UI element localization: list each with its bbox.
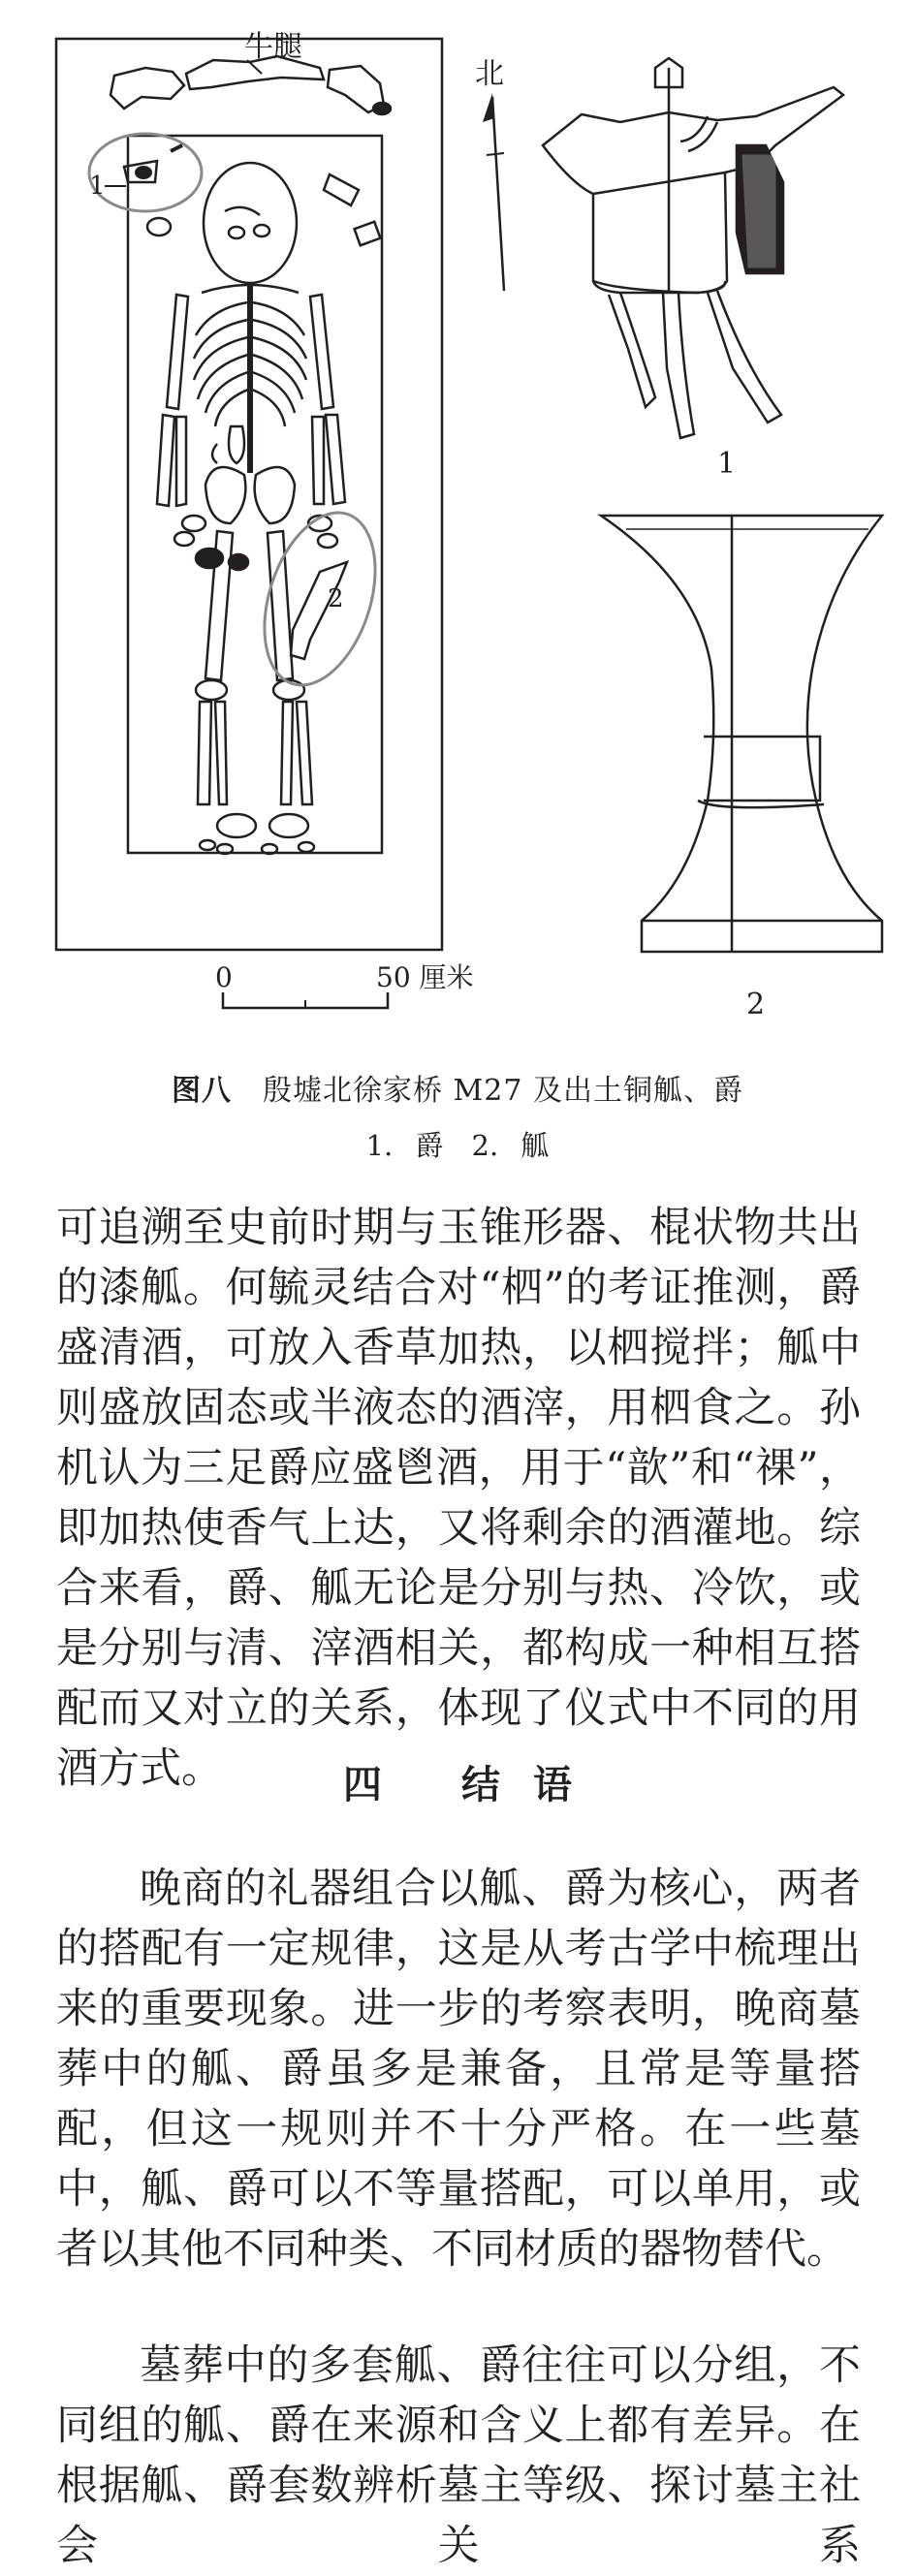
right-foot bbox=[269, 814, 308, 837]
pelvis-left bbox=[205, 467, 245, 523]
ox-leg-bones bbox=[110, 56, 391, 114]
scale-zero: 0 bbox=[215, 961, 233, 993]
right-femur bbox=[268, 531, 293, 680]
north-label: 北 bbox=[475, 57, 504, 91]
gu-drawing bbox=[601, 516, 882, 952]
section-heading: 四 结语 bbox=[343, 1763, 605, 1807]
drawing-2-label: 2 bbox=[746, 988, 766, 1021]
body-paragraph-3: 墓葬中的多套觚、爵往往可以分组，不同组的觚、爵在来源和含义上都有差异。在根据觚、爵套数辨析墓主等级、探讨墓主社会关系 bbox=[56, 2341, 861, 2570]
body-paragraph-1: 可追溯至史前时期与玉锥形器、棍状物共出的漆觚。何毓灵结合对“柶”的考证推测，爵盛清酒，可放入香草加热，以柶搅拌；觚中则盛放固态或半液态的酒滓，用柶食之。孙机认为三足爵应盛鬯酒，用于“歆”和“祼”，即加热使香气上达，又将剩余的酒灌地。综合来看，爵、觚无论是分别与热、冷饮，或是分别与清、滓酒相关，都构成一种相互搭配而又对立的关系，体现了仪式中不同的用酒方式。 bbox=[56, 1204, 861, 1793]
ox-leg-label: 牛腿 bbox=[244, 30, 302, 64]
figure-8 bbox=[0, 0, 915, 1162]
tomb-item-1-jue bbox=[89, 134, 202, 211]
north-arrow bbox=[475, 57, 504, 291]
scale-bar bbox=[215, 961, 474, 1008]
scale-fifty-cm: 50 厘米 bbox=[376, 961, 474, 993]
left-humerus bbox=[167, 295, 188, 409]
figure-legend: 1. 爵 2. 觚 bbox=[365, 1129, 550, 1162]
figure-number: 图八 bbox=[172, 1074, 233, 1108]
item-2-marker: 2 bbox=[328, 584, 344, 613]
skull bbox=[204, 163, 297, 283]
figure-title: 殷墟北徐家桥 M27 及出土铜觚、爵 bbox=[263, 1074, 743, 1108]
tomb-outer-outline bbox=[56, 39, 442, 950]
jue-drawing bbox=[543, 58, 843, 438]
tomb-plan bbox=[56, 39, 442, 950]
tomb-item-2-gu bbox=[244, 498, 395, 699]
figure-caption bbox=[0, 1066, 915, 1109]
item-1-marker: 1 bbox=[89, 172, 106, 201]
pelvis-right bbox=[255, 467, 295, 523]
body-paragraph-2: 晚商的礼器组合以觚、爵为核心，两者的搭配有一定规律，这是从考古学中梳理出来的重要现象。进一步的考察表明，晚商墓葬中的觚、爵虽多是兼备，且常是等量搭配，但这一规则并不十分严格。在一些墓中，觚、爵可以不等量搭配，可以单用，或者以其他不同种类、不同材质的器物替代。 bbox=[56, 1865, 861, 2274]
skeleton bbox=[147, 163, 380, 854]
left-foot bbox=[217, 814, 256, 837]
drawing-1-label: 1 bbox=[717, 447, 737, 481]
right-humerus bbox=[310, 295, 333, 409]
figure-drawing bbox=[0, 0, 915, 1056]
